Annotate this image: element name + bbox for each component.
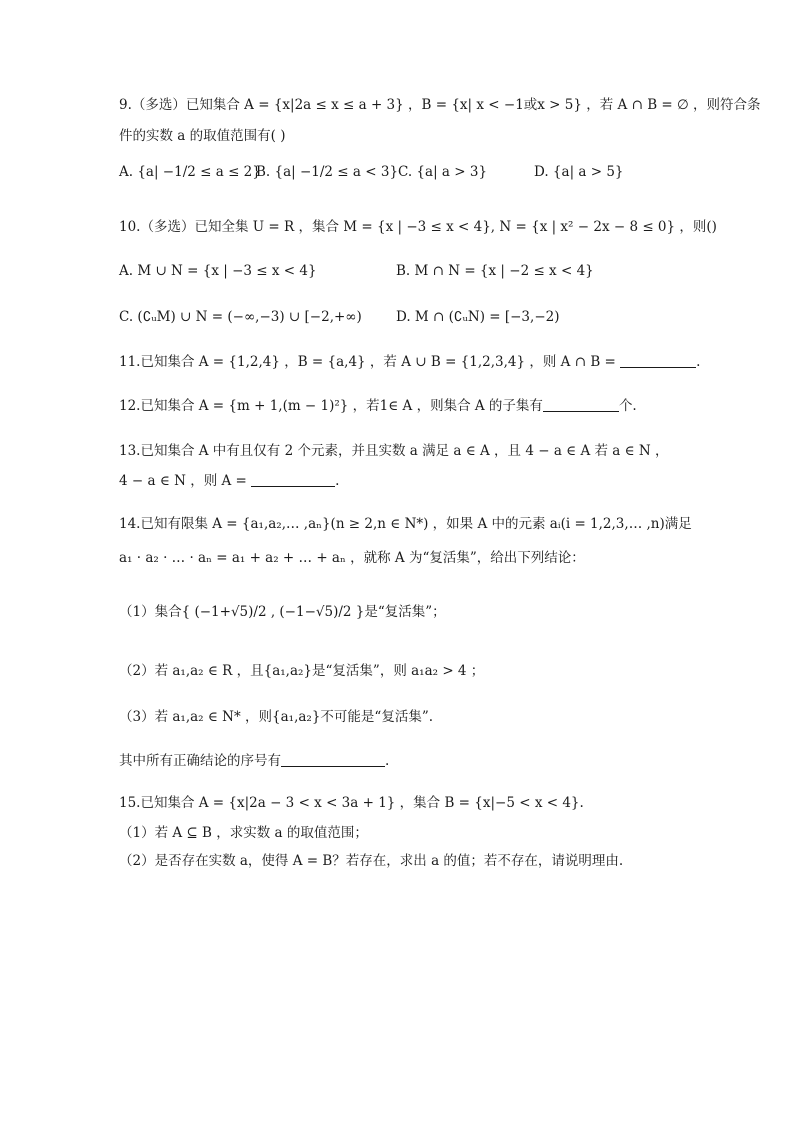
q15-sub-question-2: （2）是否存在实数 a，使得 A = B？若存在，求出 a 的值；若不存在，请说明理由. (119, 853, 624, 869)
q14-conclusion-3: （3）若 a₁,a₂ ∈ N* ，则{a₁,a₂}不可能是“复活集”. (119, 709, 434, 725)
q13-tail: . (335, 473, 340, 489)
q9-option-c: C. {a| a > 3} (398, 164, 488, 180)
q9-option-b: B. {a| −1/2 ≤ a < 3} (256, 164, 399, 180)
q14-stem-line2: a₁ · a₂ · … · aₙ = a₁ + a₂ + … + aₙ ，就称 A 为“复活集”，给出下列结论： (119, 550, 585, 566)
q10-option-a: A. M ∪ N = {x | −3 ≤ x < 4} (119, 263, 317, 279)
q10-stem: 10.（多选）已知全集 U = R ，集合 M = {x | −3 ≤ x < 4}, N = {x | x² − 2x − 8 ≤ 0} ，则() (119, 219, 717, 235)
q14-conclusion-text: 其中所有正确结论的序号有 (119, 753, 281, 769)
q13-stem-line2 (119, 471, 339, 491)
q9-stem-line1: 9.（多选）已知集合 A = {x|2a ≤ x ≤ a + 3} ，B = {x| x < −1或x > 5} ，若 A ∩ B = ∅ ，则符合条 (119, 97, 761, 113)
q12-stem (119, 396, 637, 416)
q11-answer-blank (620, 353, 696, 368)
q15-sub-question-1: （1）若 A ⊆ B ，求实数 a 的取值范围； (119, 825, 368, 841)
q9-stem-line2: 件的实数 a 的取值范围有( ) (119, 128, 286, 144)
q12-answer-blank (543, 397, 619, 412)
q14-conclusion-2: （2）若 a₁,a₂ ∈ R ，且{a₁,a₂}是“复活集”，则 a₁a₂ > 4 ； (119, 663, 485, 679)
q14-answer-line (119, 751, 389, 771)
q11-text: 11.已知集合 A = {1,2,4} ，B = {a,4} ，若 A ∪ B = {1,2,3,4} ，则 A ∩ B = (119, 354, 621, 370)
q9-option-a: A. {a| −1/2 ≤ a ≤ 2} (119, 164, 261, 180)
q12-tail: 个. (618, 398, 637, 414)
q15-stem: 15.已知集合 A = {x|2a − 3 < x < 3a + 1} ，集合 B = {x|−5 < x < 4}. (119, 795, 584, 811)
q13-answer-blank (251, 472, 335, 487)
q14-answer-blank (281, 752, 385, 767)
q10-option-d: D. M ∩ (∁ᵤN) = [−3,−2) (396, 309, 560, 325)
q11-tail: . (696, 354, 701, 370)
q10-option-b: B. M ∩ N = {x | −2 ≤ x < 4} (396, 263, 594, 279)
q12-text: 12.已知集合 A = {m + 1,(m − 1)²} ，若1∈ A ，则集合 A 的子集有 (119, 398, 543, 414)
q14-tail: . (385, 753, 390, 769)
q9-option-d: D. {a| a > 5} (534, 164, 624, 180)
q10-option-c: C. (∁ᵤM) ∪ N = (−∞,−3) ∪ [−2,+∞) (119, 309, 362, 325)
q14-stem-line1: 14.已知有限集 A = {a₁,a₂,… ,aₙ}(n ≥ 2,n ∈ N*) ，如果 A 中的元素 aᵢ(i = 1,2,3,… ,n)满足 (119, 516, 692, 532)
q13-stem-line1: 13.已知集合 A 中有且仅有 2 个元素，并且实数 a 满足 a ∈ A ，且 4 − a ∈ A 若 a ∈ N ， (119, 443, 669, 459)
q11-stem (119, 352, 700, 372)
q13-text: 4 − a ∈ N ，则 A = (119, 473, 252, 489)
q14-conclusion-1: （1）集合{ (−1+√5)/2 , (−1−√5)/2 }是“复活集”； (119, 604, 446, 620)
